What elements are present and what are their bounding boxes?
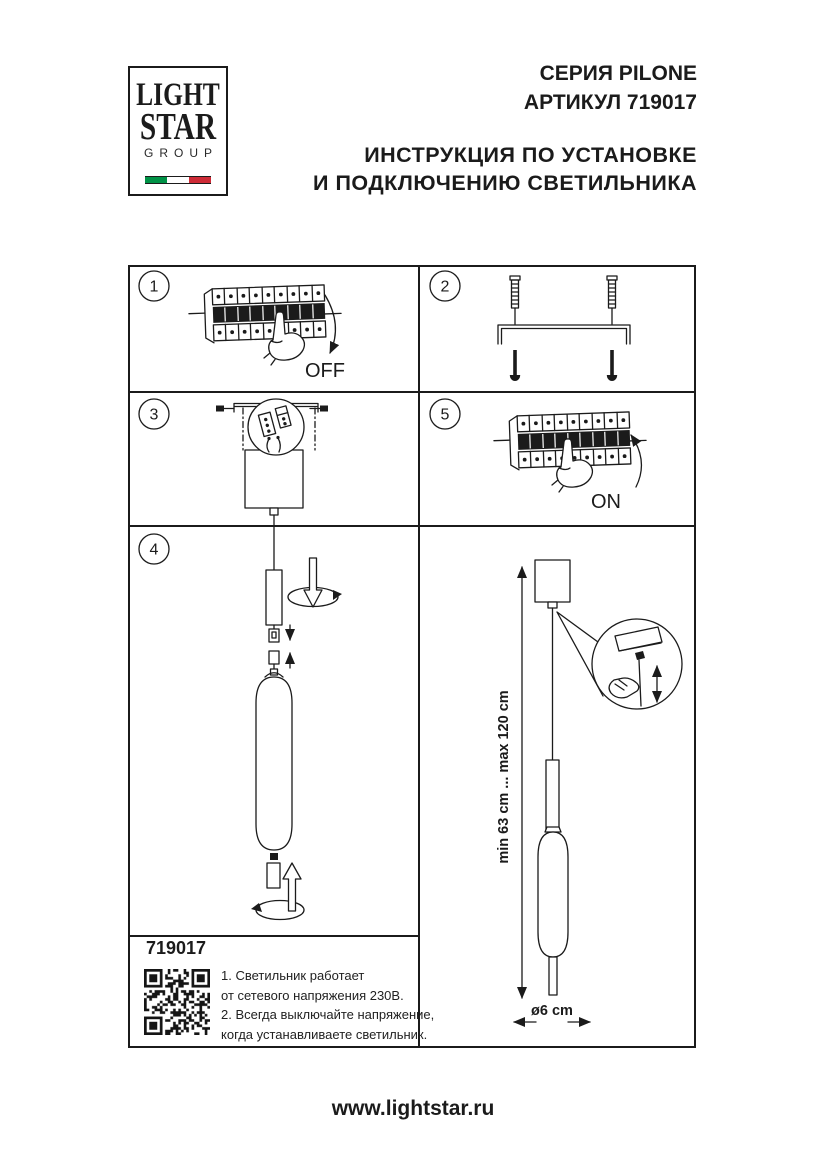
canopy-icon [535,560,570,602]
end-cap-icon [267,863,280,888]
safety-notes [221,966,434,1044]
canopy-icon [245,450,303,508]
step-5-badge [430,399,460,429]
step-2-badge [430,271,460,301]
document-header [313,60,697,197]
step-4-badge [139,534,169,564]
connector-piece-icon [269,651,279,664]
connector-piece-icon [269,629,279,642]
cable-adjust-detail-icon [592,619,682,709]
note-line: когда устанавливаете светильник. [221,1026,428,1042]
lamp-bottom-connector [270,853,278,860]
logo-text-light: LIGHT [136,77,220,113]
qr-code [144,969,210,1035]
instruction-title-line1: ИНСТРУКЦИЯ ПО УСТАНОВКЕ [364,143,697,167]
step-5-number: 5 [440,406,450,424]
italian-flag-icon [145,176,211,184]
note-line: 2. Всегда выключайте напряжение, [221,1007,435,1022]
terminal-detail-icon [248,399,304,455]
screw-icon [607,350,617,381]
panel-step-5 [430,399,647,513]
note-article-number: 719017 [146,938,207,958]
cord-grip-icon [270,508,278,515]
height-dimension-label: min 63 cm ... max 120 cm [496,690,512,864]
website-url: www.lightstar.ru [331,1097,495,1120]
logo-text-group: GROUP [143,146,218,160]
switch-up-arrow-icon [631,435,641,487]
wall-anchor-icon [510,276,520,324]
step-2-number: 2 [440,278,450,296]
series-title: СЕРИЯ PILONE [539,62,697,85]
off-label: OFF [305,360,345,382]
panel-step-3 [139,399,328,570]
article-title: АРТИКУЛ 719017 [523,91,697,114]
wall-anchor-icon [607,276,617,324]
panel-dimensions [496,560,682,1022]
note-line: от сетевого напряжения 230В. [221,987,404,1003]
circuit-breaker-icon [188,284,342,343]
instruction-title [313,141,697,197]
lamp-body-icon [256,673,292,850]
panel-step-2 [430,271,630,381]
cord-grip-icon [548,602,557,608]
lamp-assembled-icon [538,760,568,995]
logo-text-star: STAR [139,105,217,148]
mounting-bracket-icon [498,325,630,344]
rotate-to-fasten-icon [288,558,342,607]
step-1-badge [139,271,169,301]
switch-down-arrow-icon [325,295,335,353]
instruction-title-line2: И ПОДКЛЮЧЕНИЮ СВЕТИЛЬНИКА [313,171,697,195]
note-line: 1. Светильник работает [221,968,365,983]
step-3-number: 3 [149,406,159,424]
instruction-grid [128,265,696,1048]
panel-step-1 [139,271,345,382]
panel-step-4 [139,534,342,920]
step-3-badge [139,399,169,429]
lightstar-logo [128,66,228,196]
lamp-top-connector [271,669,278,675]
suspension-tube-icon [266,570,282,625]
step-4-number: 4 [149,541,159,559]
screw-icon [510,350,520,381]
on-label: ON [591,491,621,513]
diameter-label: ø6 cm [531,1003,573,1019]
step-1-number: 1 [149,278,159,296]
